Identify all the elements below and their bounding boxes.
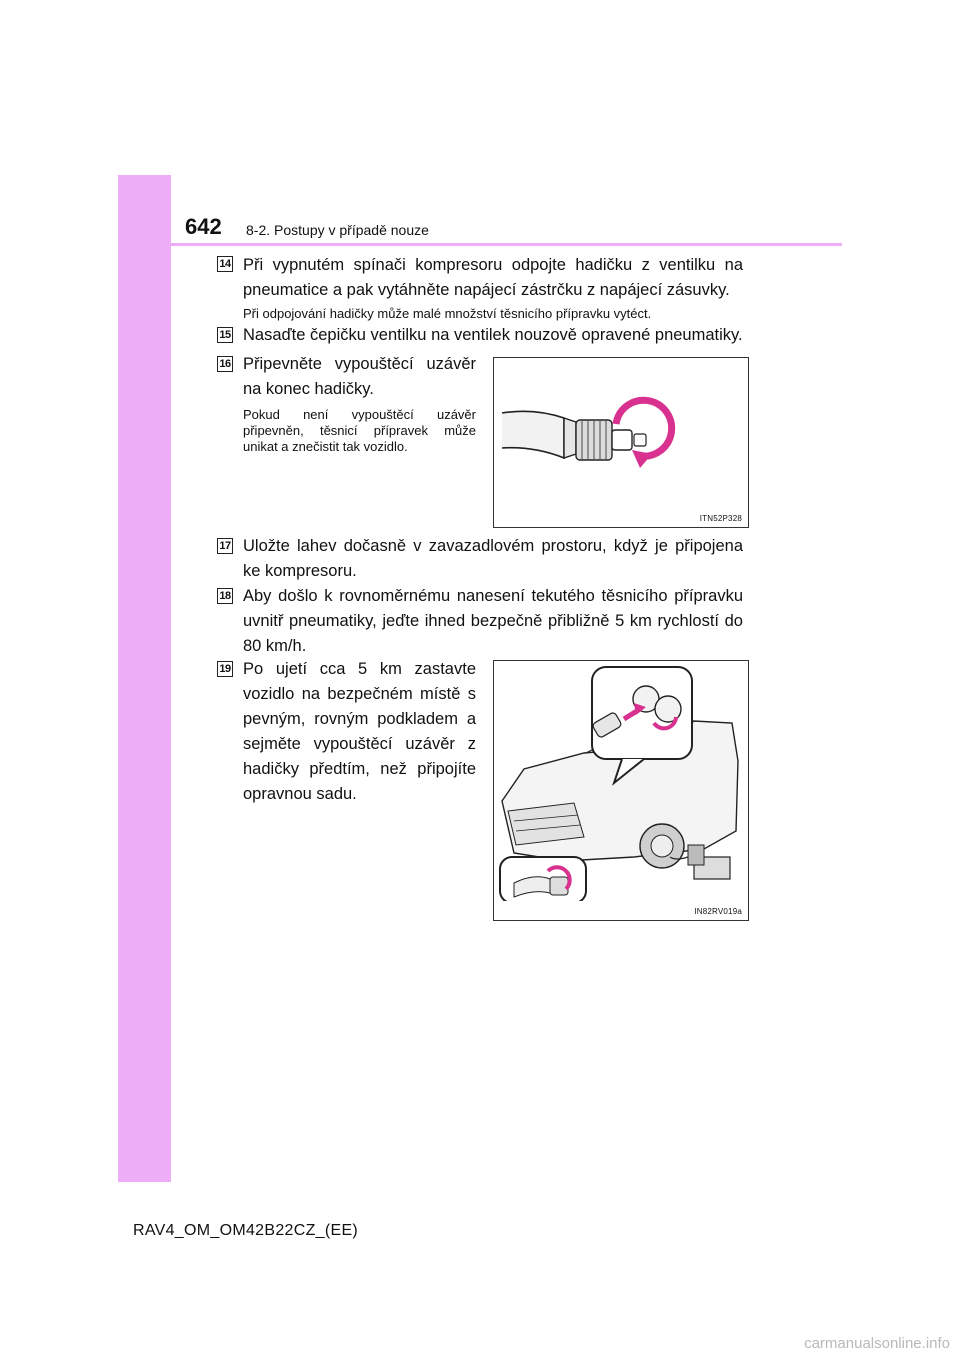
step-15-text: Nasaďte čepičku ventilku na ventilek nouzově opravené pneumatiky. bbox=[243, 326, 743, 344]
chapter-side-tab bbox=[118, 175, 171, 1182]
footer-model-code: RAV4_OM_OM42B22CZ_(EE) bbox=[133, 1222, 359, 1239]
step-17-text: Uložte lahev dočasně v zavazadlovém prostoru, když je připojena ke kompresoru. bbox=[243, 537, 743, 580]
step-number-16: 16 bbox=[217, 356, 233, 372]
step-number-17: 17 bbox=[217, 538, 233, 554]
hose-cap-icon bbox=[494, 358, 748, 508]
figure-hose-cap bbox=[493, 357, 749, 528]
page-number: 642 bbox=[185, 214, 222, 239]
car-repair-kit-icon bbox=[494, 661, 748, 901]
step-number-14: 14 bbox=[217, 256, 233, 272]
figure-code: IN82RV019a bbox=[694, 907, 742, 916]
header-rule bbox=[171, 243, 842, 246]
step-number-19: 19 bbox=[217, 661, 233, 677]
step-18-text: Aby došlo k rovnoměrnému nanesení tekutého těsnicího přípravku uvnitř pneumatiky, jeďte ihned bezpečně přibližně 5 km rychlostí do 80 km/h. bbox=[243, 587, 743, 655]
watermark: carmanualsonline.info bbox=[804, 1335, 950, 1352]
step-number-15: 15 bbox=[217, 327, 233, 343]
step-14-text: Při vypnutém spínači kompresoru odpojte hadičku z ventilku na pneumatice a pak vytáhněte napájecí zástrčku z napájecí zásuvky. bbox=[243, 256, 743, 299]
step-14-note: Při odpojování hadičky může malé množství těsnicího přípravku vytéct. bbox=[243, 306, 652, 321]
step-19-text: Po ujetí cca 5 km zastavte vozidlo na bezpečném místě s pevným, rovným podkladem a sejměte vypouštěcí uzávěr z hadičky předtím, než připojíte opravnou sadu. bbox=[243, 660, 476, 803]
step-16-text: Připevněte vypouštěcí uzávěr na konec hadičky. bbox=[243, 355, 476, 398]
figure-code: ITN52P328 bbox=[699, 514, 742, 523]
figure-car-repair-kit bbox=[493, 660, 749, 921]
section-title: 8-2. Postupy v případě nouze bbox=[246, 222, 429, 238]
step-number-18: 18 bbox=[217, 588, 233, 604]
step-16-note: Pokud není vypouštěcí uzávěr připevněn, těsnicí přípravek může unikat a znečistit tak vozidlo. bbox=[243, 407, 476, 454]
